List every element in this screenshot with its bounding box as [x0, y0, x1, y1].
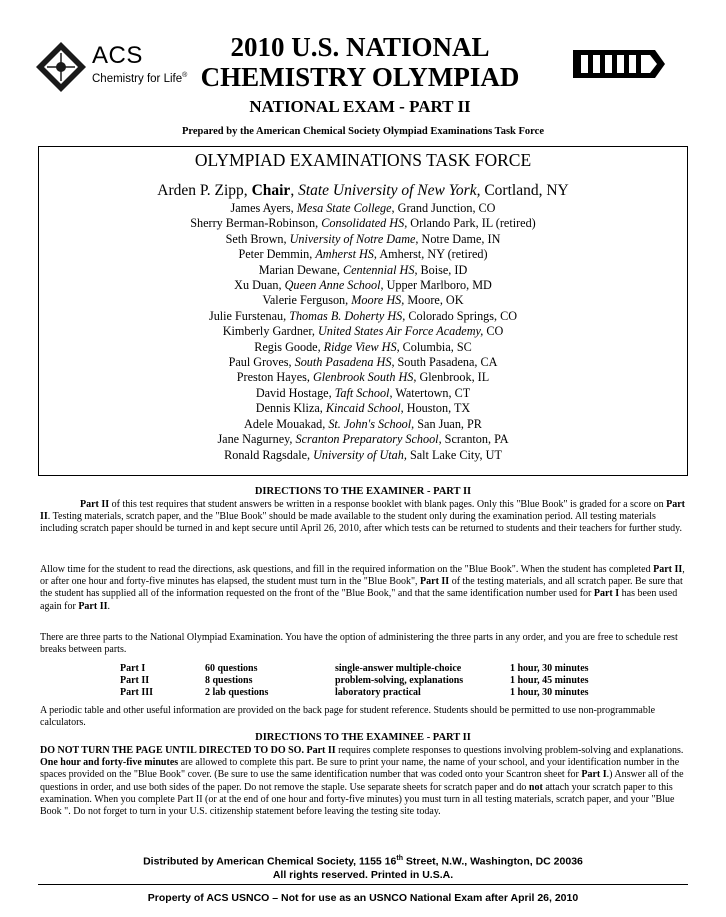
exam-part-row	[120, 687, 589, 699]
task-force-member: Julie Furstenau, Thomas B. Doherty HS, Colorado Springs, CO	[208, 308, 518, 323]
task-force-member: David Hostage, Taft School, Watertown, CT	[255, 385, 471, 400]
acs-tagline: Chemistry for Life®	[92, 72, 188, 85]
exam-part-type: problem-solving, explanations	[335, 675, 464, 687]
acs-acronym: ACS	[92, 42, 143, 69]
task-force-member: Ronald Ragsdale, University of Utah, Salt Lake City, UT	[224, 447, 502, 462]
exam-part-row	[120, 675, 589, 687]
prepared-by: Prepared by the American Chemical Society Olympiad Examinations Task Force	[182, 126, 544, 137]
exam-part-content: 8 questions	[205, 675, 253, 687]
examiner-paragraph-3: There are three parts to the National Olympiad Examination. You have the option of administering the three parts in any order, and you are free to schedule rest breaks between parts.	[40, 632, 678, 656]
distribution-notice: Distributed by American Chemical Society, 1155 16th Street, N.W., Washington, DC 20036 All rights reserved. Printed in U.S.A.	[143, 855, 583, 881]
task-force-member: Valerie Ferguson, Moore HS, Moore, OK	[262, 293, 464, 308]
exam-part-content: 60 questions	[205, 663, 258, 674]
acs-seal-icon	[34, 40, 88, 92]
task-force-member: Marian Dewane, Centennial HS, Boise, ID	[258, 262, 468, 277]
examiner-paragraph-2: Allow time for the student to read the directions, ask questions, and fill in the required information on the "Blue Book". When the student has completed Part II, or after one hour and forty-five minutes has elapsed, the student must turn in the "Blue Book", Part II of the testing materials, and all scratch paper. Be sure that the student has supplied all of the information requested on the front of the "Blue Book," and that the same identification number used for Part I has been used again for Part II.	[40, 564, 685, 612]
task-force-member: Adele Mouakad, St. John's School, San Juan, PR	[244, 416, 482, 431]
task-force-member: Peter Demmin, Amherst HS, Amherst, NY (retired)	[238, 247, 488, 262]
exam-part-type: single-answer multiple-choice	[335, 663, 462, 674]
task-force-chair: Arden P. Zipp, Chair, State University of New York, Cortland, NY	[157, 182, 569, 199]
examiner-paragraph-4: A periodic table and other useful information are provided on the back page for student reference. Students should be permitted to use non-programmable calculators.	[40, 705, 656, 729]
task-force-member: Seth Brown, University of Notre Dame, Notre Dame, IN	[225, 231, 501, 246]
exam-part-type: laboratory practical	[335, 687, 421, 699]
exam-part-time: 1 hour, 30 minutes	[510, 663, 589, 674]
task-force-member: Sherry Berman-Robinson, Consolidated HS, Orlando Park, IL (retired)	[190, 216, 536, 231]
examiner-heading: DIRECTIONS TO THE EXAMINER - PART II	[254, 486, 472, 497]
exam-part-content: 2 lab questions	[205, 687, 269, 699]
examinee-paragraph: DO NOT TURN THE PAGE UNTIL DIRECTED TO DO SO. Part II requires complete responses to questions involving problem-solving and explanations. One hour and forty-five minutes are allowed to complete this part. Be sure to print your name, the name of your school, and your identification number in the spaces provided on the "Blue Book" cover. (Be sure to use the same identification number that was coded onto your Scantron sheet for Part I.) Answer all of the questions in order, and use both sides of the paper. Do not remove the staple. Use separate sheets for scratch paper and do not attach your scratch paper to this examination. When you complete Part II (or at the end of one hour and forty-five minutes) you must turn in all testing materials, scratch paper, and your "Blue Book ". Do not forget to turn in your U.S. citizenship statement before leaving the testing site today.	[40, 745, 684, 818]
exam-title-line2: CHEMISTRY OLYMPIAD	[200, 62, 520, 92]
exam-subtitle: NATIONAL EXAM - PART II	[249, 97, 471, 116]
task-force-heading: OLYMPIAD EXAMINATIONS TASK FORCE	[194, 150, 532, 170]
task-force-member: Regis Goode, Ridge View HS, Columbia, SC	[254, 339, 472, 354]
task-force-member: Dennis Kliza, Kincaid School, Houston, TX	[255, 401, 471, 416]
task-force-member: James Ayers, Mesa State College, Grand Junction, CO	[230, 201, 496, 215]
exam-part-time: 1 hour, 45 minutes	[510, 675, 589, 687]
exam-part-part: Part III	[120, 687, 154, 699]
olympiad-logo-icon	[567, 44, 671, 84]
footer-notice: Property of ACS USNCO – Not for use as an USNCO National Exam after April 26, 2010	[147, 892, 579, 904]
task-force-members	[38, 201, 688, 463]
task-force-member: Kimberly Gardner, United States Air Force Academy, CO	[222, 324, 504, 339]
exam-title-line1: 2010 U.S. NATIONAL	[230, 32, 490, 62]
footer-divider	[38, 884, 688, 885]
exam-part-part: Part II	[120, 675, 150, 687]
exam-part-time: 1 hour, 30 minutes	[510, 687, 589, 699]
exam-part-part: Part I	[120, 663, 146, 674]
exam-part-row	[120, 663, 589, 675]
task-force-member: Jane Nagurney, Scranton Preparatory School, Scranton, PA	[217, 432, 509, 447]
acs-logo	[34, 40, 194, 92]
task-force-member: Preston Hayes, Glenbrook South HS, Glenbrook, IL	[236, 370, 490, 385]
task-force-member: Paul Groves, South Pasadena HS, South Pasadena, CA	[228, 355, 498, 370]
examiner-paragraph-1: Part II of this test requires that student answers be written in a response booklet with blank pages. Only this "Blue Book" is graded for a score on Part II. Testing materials, scratch paper, and the "Blue Book" should be made available to the student only during the examination period. All testing materials including scratch paper should be turned in and kept secure until April 26, 2010, after which tests can be returned to students and their teachers for further study.	[40, 499, 686, 535]
exam-parts-table	[120, 663, 589, 700]
task-force-member: Xu Duan, Queen Anne School, Upper Marlboro, MD	[234, 278, 492, 293]
examinee-heading: DIRECTIONS TO THE EXAMINEE - PART II	[255, 732, 471, 743]
